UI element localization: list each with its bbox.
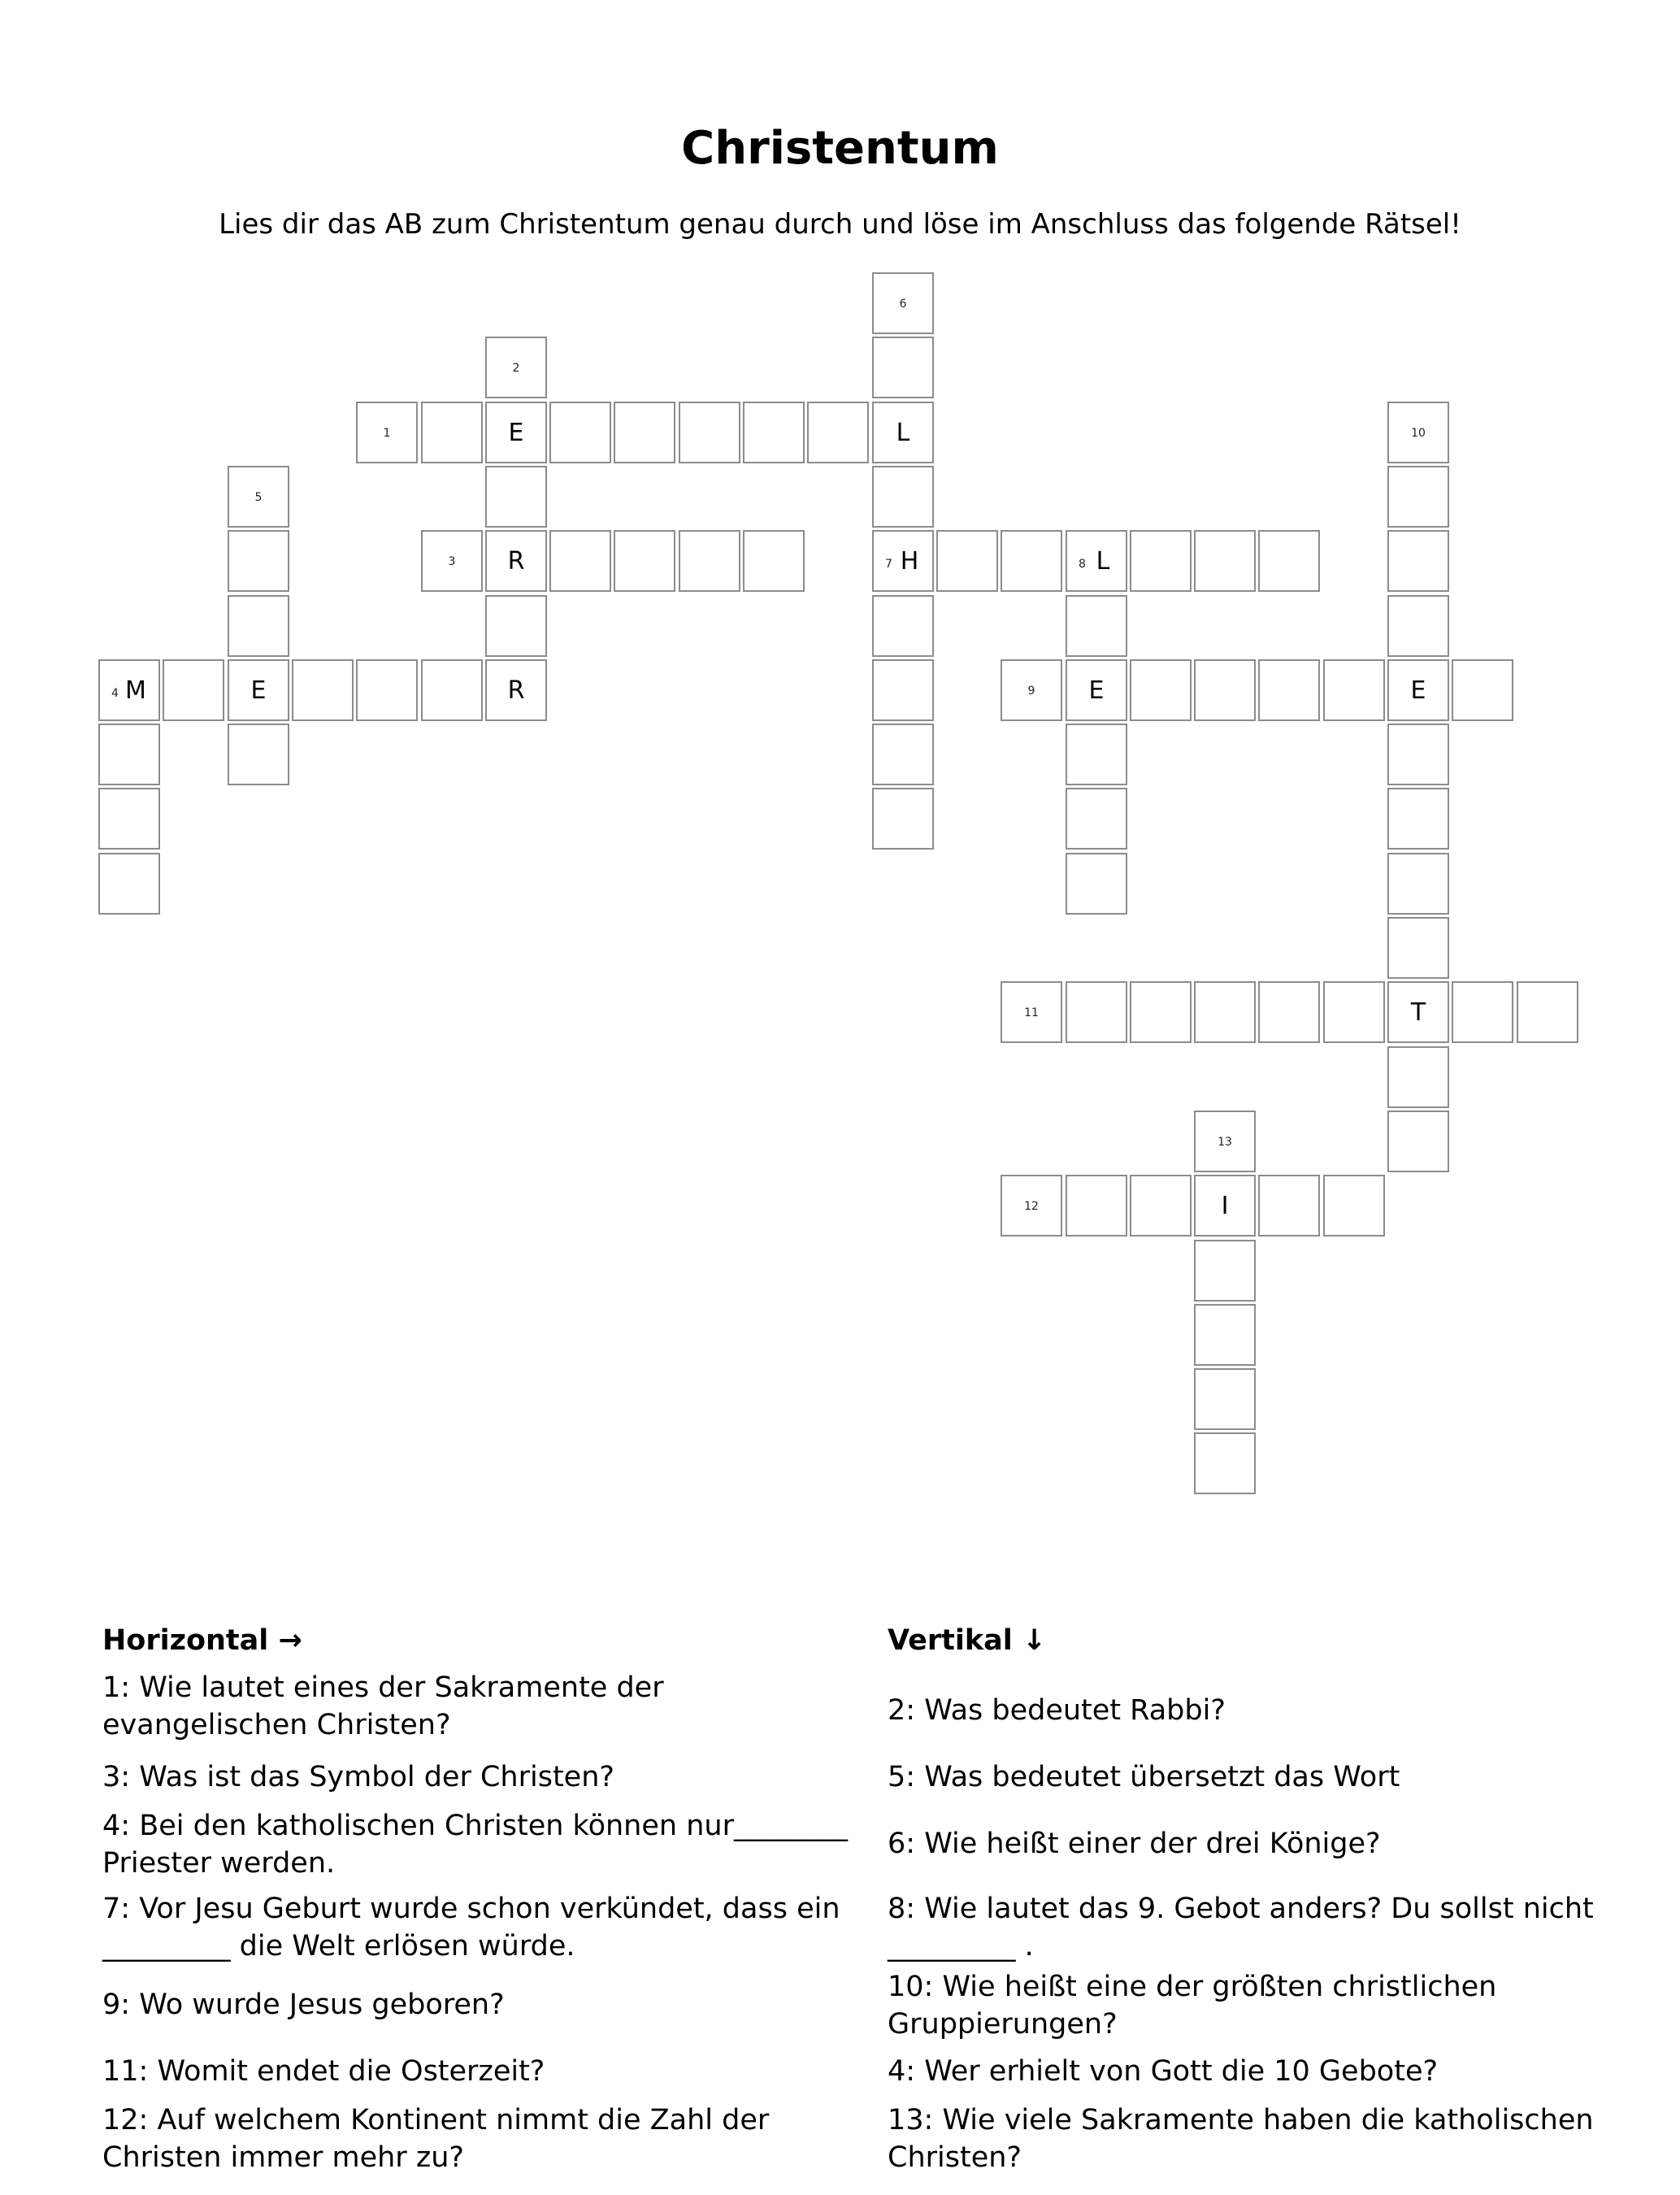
grid-cell[interactable] xyxy=(807,402,869,463)
clues-vertical-heading: Vertikal ↓ xyxy=(888,1624,1047,1657)
clue-item: 5: Was bedeutet übersetzt das Wort xyxy=(888,1761,1400,1793)
clue-number: 12 xyxy=(1024,1200,1039,1213)
grid-cell[interactable] xyxy=(872,272,934,334)
grid-cell[interactable] xyxy=(1387,853,1449,915)
cell-letter: I xyxy=(1221,1192,1229,1220)
grid-cell[interactable] xyxy=(1387,981,1449,1043)
cell-letter: E xyxy=(1410,676,1426,705)
grid-cell[interactable] xyxy=(356,402,418,463)
grid-cell[interactable] xyxy=(1452,659,1513,721)
grid-cell[interactable] xyxy=(1066,659,1127,721)
grid-cell[interactable] xyxy=(98,853,160,915)
grid-cell[interactable] xyxy=(228,595,289,657)
clue-item: 1: Wie lautet eines der Sakramente der evangelischen Christen? xyxy=(102,1671,664,1741)
grid-cell[interactable] xyxy=(1387,788,1449,850)
cell-letter: E xyxy=(508,419,524,447)
grid-cell[interactable] xyxy=(1258,659,1320,721)
grid-cell[interactable] xyxy=(1194,1368,1256,1430)
grid-cell[interactable] xyxy=(1258,981,1320,1043)
grid-cell[interactable] xyxy=(1387,1111,1449,1172)
clue-item: 8: Wie lautet das 9. Gebot anders? Du sollst nicht _________ . xyxy=(888,1893,1594,1962)
clue-number: 13 xyxy=(1218,1136,1232,1149)
grid-cell[interactable] xyxy=(549,402,611,463)
grid-cell[interactable] xyxy=(1387,595,1449,657)
clue-number: 11 xyxy=(1024,1006,1039,1019)
grid-cell[interactable] xyxy=(743,530,805,592)
grid-cell[interactable] xyxy=(1258,1175,1320,1237)
clue-number: 9 xyxy=(1027,685,1035,698)
grid-cell[interactable] xyxy=(228,466,289,528)
grid-cell[interactable] xyxy=(485,337,547,398)
grid-cell[interactable] xyxy=(1194,981,1256,1043)
grid-cell[interactable] xyxy=(1130,1175,1192,1237)
grid-cell[interactable] xyxy=(1323,1175,1385,1237)
grid-cell[interactable] xyxy=(1066,1175,1127,1237)
grid-cell[interactable] xyxy=(743,402,805,463)
grid-cell[interactable] xyxy=(1130,981,1192,1043)
grid-cell[interactable] xyxy=(614,530,675,592)
grid-cell[interactable] xyxy=(1066,788,1127,850)
grid-cell[interactable] xyxy=(228,724,289,785)
clue-number: 10 xyxy=(1411,427,1426,440)
grid-cell[interactable] xyxy=(1323,981,1385,1043)
cell-letter: L xyxy=(896,419,910,447)
clue-number: 2 xyxy=(512,362,520,375)
grid-cell[interactable] xyxy=(356,659,418,721)
clue-number: 7 xyxy=(885,558,892,571)
grid-cell[interactable] xyxy=(1517,981,1578,1043)
cell-letter: L xyxy=(1096,547,1110,576)
grid-cell[interactable] xyxy=(292,659,354,721)
cell-letter: H xyxy=(900,547,919,576)
grid-cell[interactable] xyxy=(872,337,934,398)
grid-cell[interactable] xyxy=(98,788,160,850)
clues-horizontal xyxy=(102,1622,875,2174)
grid-cell[interactable] xyxy=(1194,1432,1256,1494)
grid-cell[interactable] xyxy=(549,530,611,592)
grid-cell[interactable] xyxy=(485,530,547,592)
clue-item: 4: Wer erhielt von Gott die 10 Gebote? xyxy=(888,2055,1439,2088)
grid-cell[interactable] xyxy=(872,724,934,785)
clue-item: 13: Wie viele Sakramente haben die katholischen Christen? xyxy=(888,2104,1594,2174)
clue-item: 7: Vor Jesu Geburt wurde schon verkündet, dass ein _________ die Welt erlösen würde. xyxy=(102,1893,840,1962)
grid-cell[interactable] xyxy=(163,659,224,721)
clue-number: 1 xyxy=(383,427,391,440)
grid-cell[interactable] xyxy=(1387,530,1449,592)
grid-cell[interactable] xyxy=(228,530,289,592)
grid-cell[interactable] xyxy=(1001,981,1062,1043)
grid-cell[interactable] xyxy=(1323,659,1385,721)
clue-item: 11: Womit endet die Osterzeit? xyxy=(102,2055,545,2088)
instructions: Lies dir das AB zum Christentum genau durch und löse im Anschluss das folgende Rätsel! xyxy=(219,208,1461,241)
clues-horizontal-heading: Horizontal → xyxy=(102,1624,302,1657)
grid-cell[interactable] xyxy=(1130,530,1192,592)
grid-cell[interactable] xyxy=(1066,981,1127,1043)
grid-cell[interactable] xyxy=(1258,530,1320,592)
cell-letter: E xyxy=(1088,676,1105,705)
grid-cell[interactable] xyxy=(1387,466,1449,528)
grid-cell[interactable] xyxy=(1001,1175,1062,1237)
grid-cell[interactable] xyxy=(614,402,675,463)
grid-cell[interactable] xyxy=(1387,659,1449,721)
clue-item: 3: Was ist das Symbol der Christen? xyxy=(102,1761,614,1793)
grid-cell[interactable] xyxy=(1066,530,1127,592)
clue-item: 4: Bei den katholischen Christen können nur________ Priester werden. xyxy=(102,1810,848,1880)
grid-cell[interactable] xyxy=(1194,1304,1256,1366)
grid-cell[interactable] xyxy=(1194,1240,1256,1302)
grid-cell[interactable] xyxy=(872,659,934,721)
grid-cell[interactable] xyxy=(1194,1175,1256,1237)
grid-cell[interactable] xyxy=(1387,1046,1449,1108)
grid-cell[interactable] xyxy=(1066,724,1127,785)
grid-cell[interactable] xyxy=(98,659,160,721)
clue-item: 6: Wie heißt einer der drei Könige? xyxy=(888,1828,1381,1860)
grid-cell[interactable] xyxy=(872,788,934,850)
grid-cell[interactable] xyxy=(485,595,547,657)
clue-item: 10: Wie heißt eine der größten christlichen Gruppierungen? xyxy=(888,1971,1497,2041)
grid-cell[interactable] xyxy=(1452,981,1513,1043)
grid-cell[interactable] xyxy=(1001,659,1062,721)
grid-cell[interactable] xyxy=(1387,917,1449,979)
clue-item: 12: Auf welchem Kontinent nimmt die Zahl der Christen immer mehr zu? xyxy=(102,2104,770,2174)
grid-cell[interactable] xyxy=(1387,724,1449,785)
clue-number: 8 xyxy=(1079,558,1086,571)
grid-cell[interactable] xyxy=(1001,530,1062,592)
grid-cell[interactable] xyxy=(485,659,547,721)
grid-cell[interactable] xyxy=(485,466,547,528)
grid-cell[interactable] xyxy=(1066,595,1127,657)
clue-item: 2: Was bedeutet Rabbi? xyxy=(888,1694,1226,1727)
grid-cell[interactable] xyxy=(872,466,934,528)
grid-cell[interactable] xyxy=(1387,402,1449,463)
cell-letter: R xyxy=(507,547,525,576)
grid-cell[interactable] xyxy=(1130,659,1192,721)
cell-letter: R xyxy=(507,676,525,705)
grid-cell[interactable] xyxy=(1194,659,1256,721)
grid-cell[interactable] xyxy=(679,530,740,592)
grid-cell[interactable] xyxy=(485,402,547,463)
grid-cell[interactable] xyxy=(872,530,934,592)
clue-number: 3 xyxy=(448,555,456,568)
grid-cell[interactable] xyxy=(421,659,483,721)
grid-cell[interactable] xyxy=(421,530,483,592)
cell-letter: E xyxy=(250,676,267,705)
grid-cell[interactable] xyxy=(421,402,483,463)
clues-vertical xyxy=(888,1622,1660,2174)
grid-cell[interactable] xyxy=(98,724,160,785)
clue-number: 6 xyxy=(899,298,907,311)
grid-cell[interactable] xyxy=(1194,1111,1256,1172)
grid-cell[interactable] xyxy=(228,659,289,721)
grid-cell[interactable] xyxy=(1194,530,1256,592)
cell-letter: T xyxy=(1410,998,1426,1027)
grid-cell[interactable] xyxy=(872,595,934,657)
grid-cell[interactable] xyxy=(1066,853,1127,915)
clue-item: 9: Wo wurde Jesus geboren? xyxy=(102,1989,505,2021)
clue-number: 4 xyxy=(111,687,119,700)
page-title: Christentum xyxy=(681,122,999,175)
grid-cell[interactable] xyxy=(936,530,998,592)
grid-cell[interactable] xyxy=(872,402,934,463)
clue-number: 5 xyxy=(254,491,263,504)
cell-letter: M xyxy=(125,676,146,705)
grid-cell[interactable] xyxy=(679,402,740,463)
